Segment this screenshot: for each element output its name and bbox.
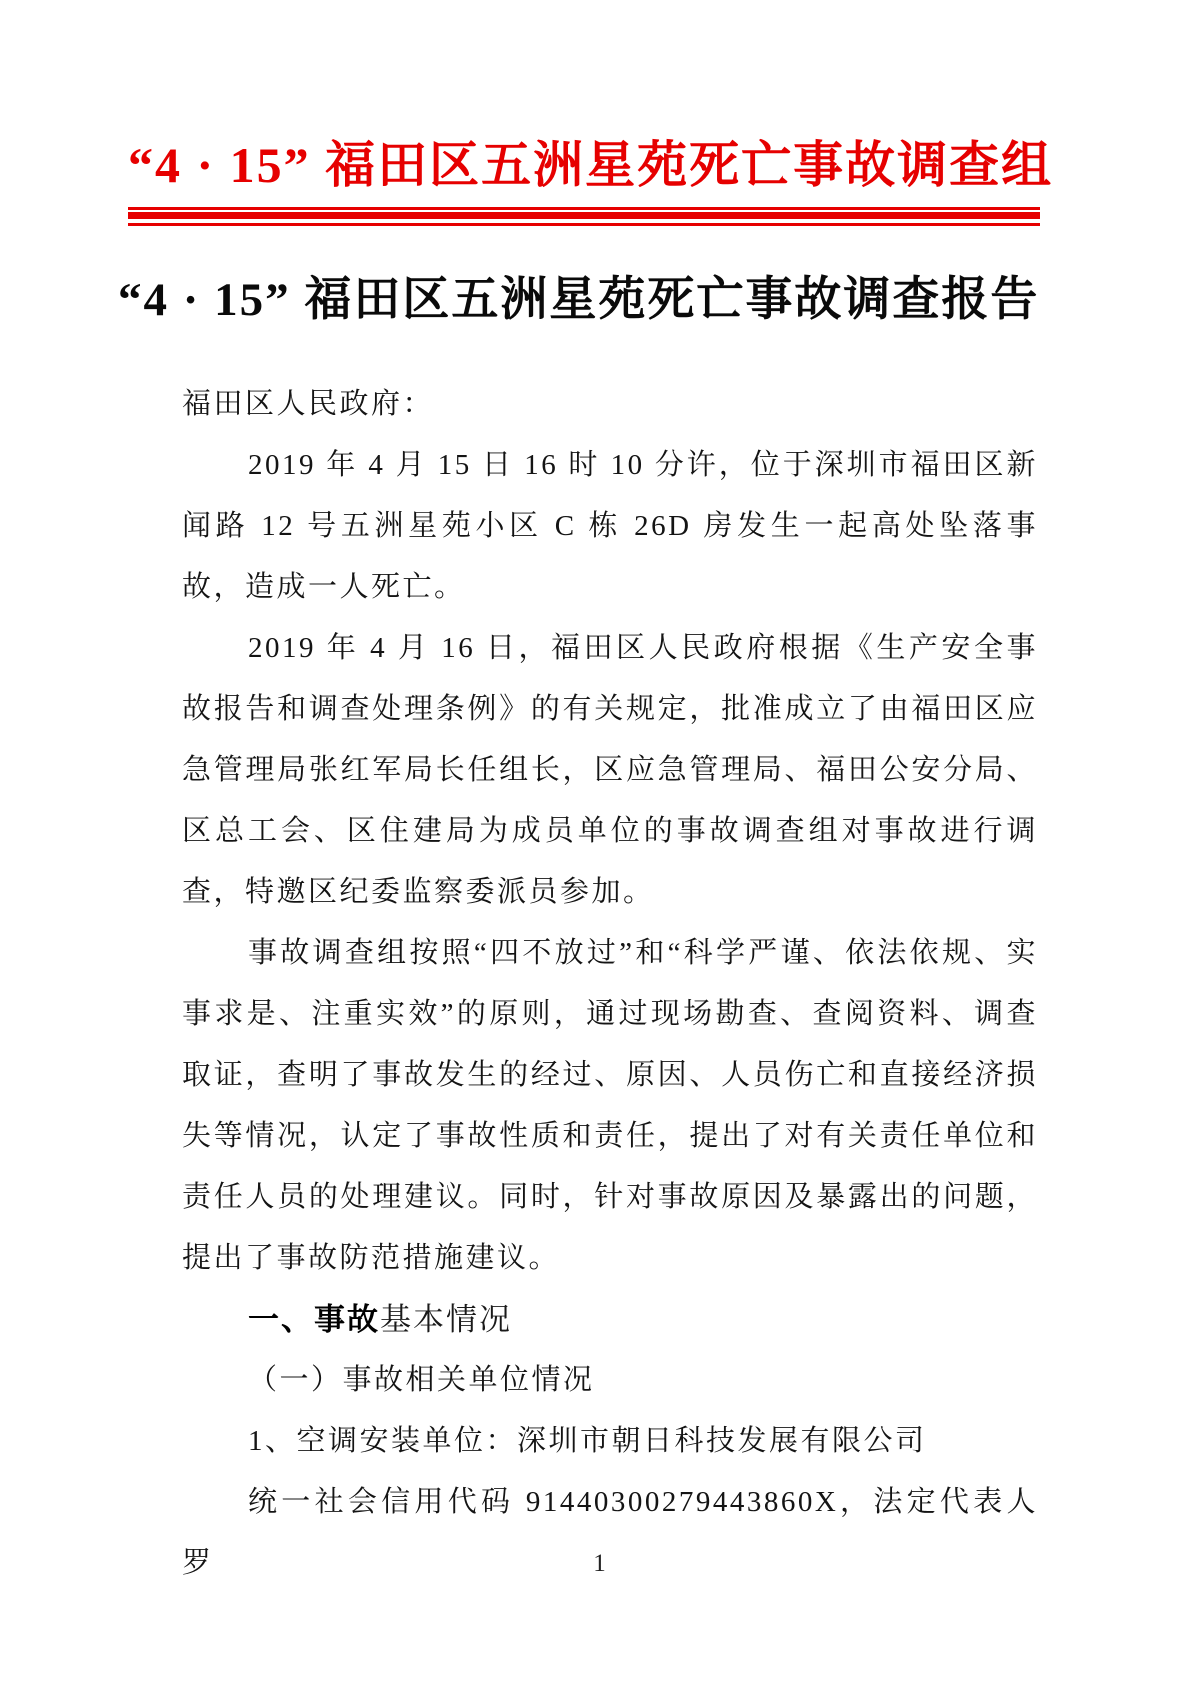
page-number: 1 bbox=[593, 1550, 606, 1577]
paragraph-investigation-team: 2019 年 4 月 16 日，福田区人民政府根据《生产安全事故报告和调查处理条例》的有关规定，批准成立了由福田区应急管理局张红军局长任组长，区应急管理局、福田公安分局、区总工会、区住建局为成员单位的事故调查组对事故进行调查，特邀区纪委监察委派员参加。 bbox=[182, 632, 1038, 908]
line-credit-code: 统一社会信用代码 91440300279443860X，法定代表人罗 bbox=[182, 1486, 1038, 1579]
paragraph-incident-summary: 2019 年 4 月 15 日 16 时 10 分许，位于深圳市福田区新闻路 12 号五洲星苑小区 C 栋 26D 房发生一起高处坠落事故，造成一人死亡。 bbox=[182, 449, 1038, 603]
document-body bbox=[182, 374, 1038, 1594]
sub-heading-related-units: （一）事故相关单位情况 bbox=[248, 1364, 595, 1396]
section-heading-basic-situation bbox=[182, 1289, 1038, 1350]
divider-stripe-bottom bbox=[128, 223, 1040, 226]
paragraph-investigation-principles: 事故调查组按照“四不放过”和“科学严谨、依法依规、实事求是、注重实效”的原则，通过现场勘查、查阅资料、调查取证，查明了事故发生的经过、原因、人员伤亡和直接经济损失等情况，认定了事故性质和责任，提出了对有关责任单位和责任人员的处理建议。同时，针对事故原因及暴露出的问题，提出了事故防范措施建议。 bbox=[182, 937, 1038, 1274]
section-heading-number: 一、事故 bbox=[248, 1302, 380, 1337]
divider-stripe-thick bbox=[128, 212, 1040, 219]
letterhead-org-name: “4 · 15” 福田区五洲星苑死亡事故调查组 bbox=[128, 137, 1054, 193]
section-heading-text: 基本情况 bbox=[380, 1302, 512, 1337]
salutation-line: 福田区人民政府： bbox=[182, 388, 435, 420]
item-installation-unit: 1、空调安装单位：深圳市朝日科技发展有限公司 bbox=[248, 1425, 927, 1457]
document-title: “4 · 15” 福田区五洲星苑死亡事故调查报告 bbox=[118, 274, 1040, 326]
letterhead-divider-rule bbox=[128, 207, 1040, 226]
